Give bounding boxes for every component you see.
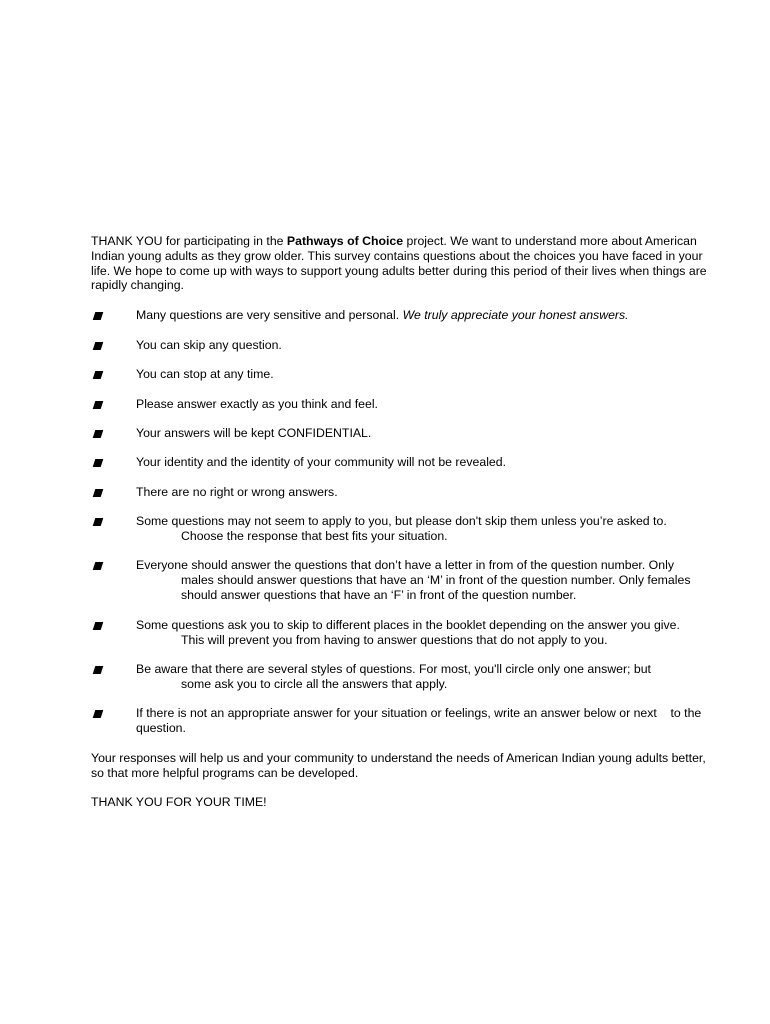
bullet-icon	[93, 622, 104, 630]
instruction-continuation: Choose the response that best fits your situation.	[181, 528, 448, 543]
instruction-item-11	[91, 662, 711, 692]
instruction-item-10	[91, 618, 711, 648]
instruction-continuation: This will prevent you from having to answer questions that do not apply to you.	[181, 632, 608, 647]
instruction-item-8	[91, 514, 711, 544]
instruction-item-3	[91, 367, 711, 382]
thank-you-line: THANK YOU FOR YOUR TIME!	[91, 795, 267, 809]
instruction-continuation: some ask you to circle all the answers that apply.	[181, 676, 448, 691]
instruction-text: Some questions ask you to skip to different places in the booklet depending on the answer you give.	[136, 618, 680, 632]
project-name: Pathways of Choice	[286, 234, 404, 248]
bullet-icon	[93, 401, 104, 409]
instruction-text: Some questions may not seem to apply to you, but please don't skip them unless you’re asked to.	[136, 514, 667, 528]
instruction-item-9	[91, 558, 711, 602]
bullet-icon	[93, 312, 104, 320]
instruction-text: Everyone should answer the questions that don’t have a letter in from of the question number. Only	[136, 558, 674, 572]
instruction-item-6	[91, 455, 711, 470]
bullet-icon	[93, 489, 104, 497]
instruction-text: Your answers will be kept CONFIDENTIAL.	[136, 426, 372, 440]
instruction-text: Your identity and the identity of your community will not be revealed.	[136, 455, 507, 469]
instruction-item-1	[91, 308, 711, 323]
instruction-item-2	[91, 338, 711, 353]
bullet-icon	[93, 518, 104, 526]
bullet-icon	[93, 342, 104, 350]
instruction-text: Please answer exactly as you think and feel.	[136, 397, 378, 411]
instruction-text: Be aware that there are several styles of questions. For most, you'll circle only one answer; but	[136, 662, 651, 676]
instruction-continuation: males should answer questions that have an ‘M’ in front of the question number. Only females	[181, 572, 691, 587]
instruction-text: You can stop at any time.	[136, 367, 274, 381]
instruction-emphasis: We truly appreciate your honest answers.	[402, 308, 629, 322]
instruction-item-7	[91, 485, 711, 500]
instruction-continuation: should answer questions that have an ‘F’ in front of the question number.	[181, 587, 577, 602]
intro-text-after: project. We want to understand more about American Indian young adults as they grow older. This survey contains questions about the choices you have faced in your life. We hope to come up with ways to support young adults better during this period of their lives when things are rapidly changing.	[91, 234, 707, 293]
intro-paragraph	[91, 234, 711, 293]
closing-paragraph: Your responses will help us and your community to understand the needs of American Indian young adults better, so that more helpful programs can be developed.	[91, 751, 706, 780]
bullet-icon	[93, 562, 104, 570]
bullet-icon	[93, 430, 104, 438]
bullet-icon	[93, 666, 104, 674]
instruction-text: Many questions are very sensitive and personal.	[136, 308, 403, 322]
bullet-icon	[93, 710, 104, 718]
instruction-item-4	[91, 397, 711, 412]
intro-text-before: THANK YOU for participating in the	[91, 234, 287, 248]
instruction-text: If there is not an appropriate answer for your situation or feelings, write an answer below or next to the question.	[136, 706, 705, 735]
instruction-text: There are no right or wrong answers.	[136, 485, 338, 499]
instruction-item-12	[91, 706, 711, 736]
instruction-text: You can skip any question.	[136, 338, 282, 352]
instruction-item-5	[91, 426, 711, 441]
bullet-icon	[93, 371, 104, 379]
bullet-icon	[93, 459, 104, 467]
